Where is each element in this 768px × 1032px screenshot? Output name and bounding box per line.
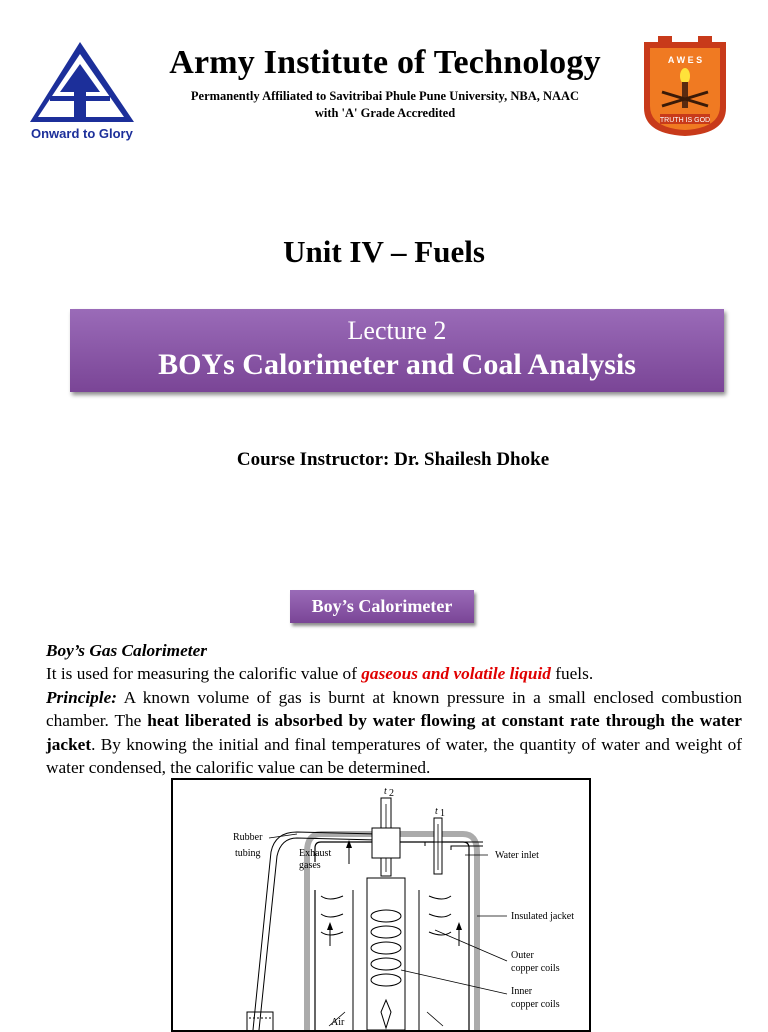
principle-label: Principle: — [46, 687, 118, 707]
principle-text-1: A known volume of gas is burnt at known pressure in a small enclosed combustion chamber. The — [46, 687, 742, 731]
label-outer-coils-1: Outer — [511, 950, 534, 961]
body-text — [46, 639, 742, 779]
crest-top-text: A W E S — [667, 55, 703, 65]
intro-text-end: fuels. — [550, 664, 594, 684]
crest-motto: TRUTH IS GOD — [659, 117, 711, 124]
lecture-banner — [70, 309, 724, 392]
label-water-inlet: Water inlet — [495, 850, 539, 861]
affiliation-line-1: Permanently Affiliated to Savitribai Phule Pune University, NBA, NAAC — [190, 89, 580, 103]
label-t2: t — [384, 786, 387, 797]
label-inner-coils-2: copper coils — [511, 999, 560, 1010]
intro-highlight: gaseous and volatile liquid — [361, 664, 551, 684]
label-exhaust-2: gases — [299, 860, 321, 871]
label-t1-sub: 1 — [440, 808, 445, 819]
lecture-title: BOYs Calorimeter and Coal Analysis — [158, 348, 636, 381]
lecture-number: Lecture 2 — [347, 316, 447, 345]
principle-text-2: . By knowing the initial and final temperatures of water, the quantity of water and weight of water condensed, the calorific value can be determined. — [46, 734, 742, 778]
label-t2-sub: 2 — [389, 788, 394, 799]
institute-name: Army Institute of Technology — [169, 44, 601, 81]
label-outer-coils-2: copper coils — [511, 963, 560, 974]
affiliation-line-2: with 'A' Grade Accredited — [314, 106, 456, 120]
label-exhaust-1: Exhaust — [299, 848, 332, 859]
body-heading: Boy’s Gas Calorimeter — [46, 641, 207, 660]
label-rubber-tubing-2: tubing — [235, 848, 261, 859]
label-air: Air — [331, 1017, 345, 1028]
intro-text: It is used for measuring the calorific value of — [46, 664, 362, 684]
label-t1: t — [435, 806, 438, 817]
calorimeter-schematic — [173, 780, 589, 1030]
label-inner-coils-1: Inner — [511, 986, 533, 997]
label-rubber-tubing-1: Rubber — [233, 832, 263, 843]
section-label-button[interactable]: Boy’s Calorimeter — [290, 590, 474, 623]
principle-bold-text: heat liberated is absorbed by water flowing at constant rate through the water jacket — [46, 711, 742, 754]
label-insulated-jacket: Insulated jacket — [511, 911, 575, 922]
logo-motto: Onward to Glory — [31, 126, 133, 141]
awes-crest-logo — [638, 34, 732, 138]
course-instructor: Course Instructor: Dr. Shailesh Dhoke — [236, 449, 550, 470]
boys-calorimeter-diagram — [171, 778, 591, 1032]
unit-title: Unit IV – Fuels — [283, 234, 485, 269]
crest-shield-icon — [638, 34, 732, 138]
